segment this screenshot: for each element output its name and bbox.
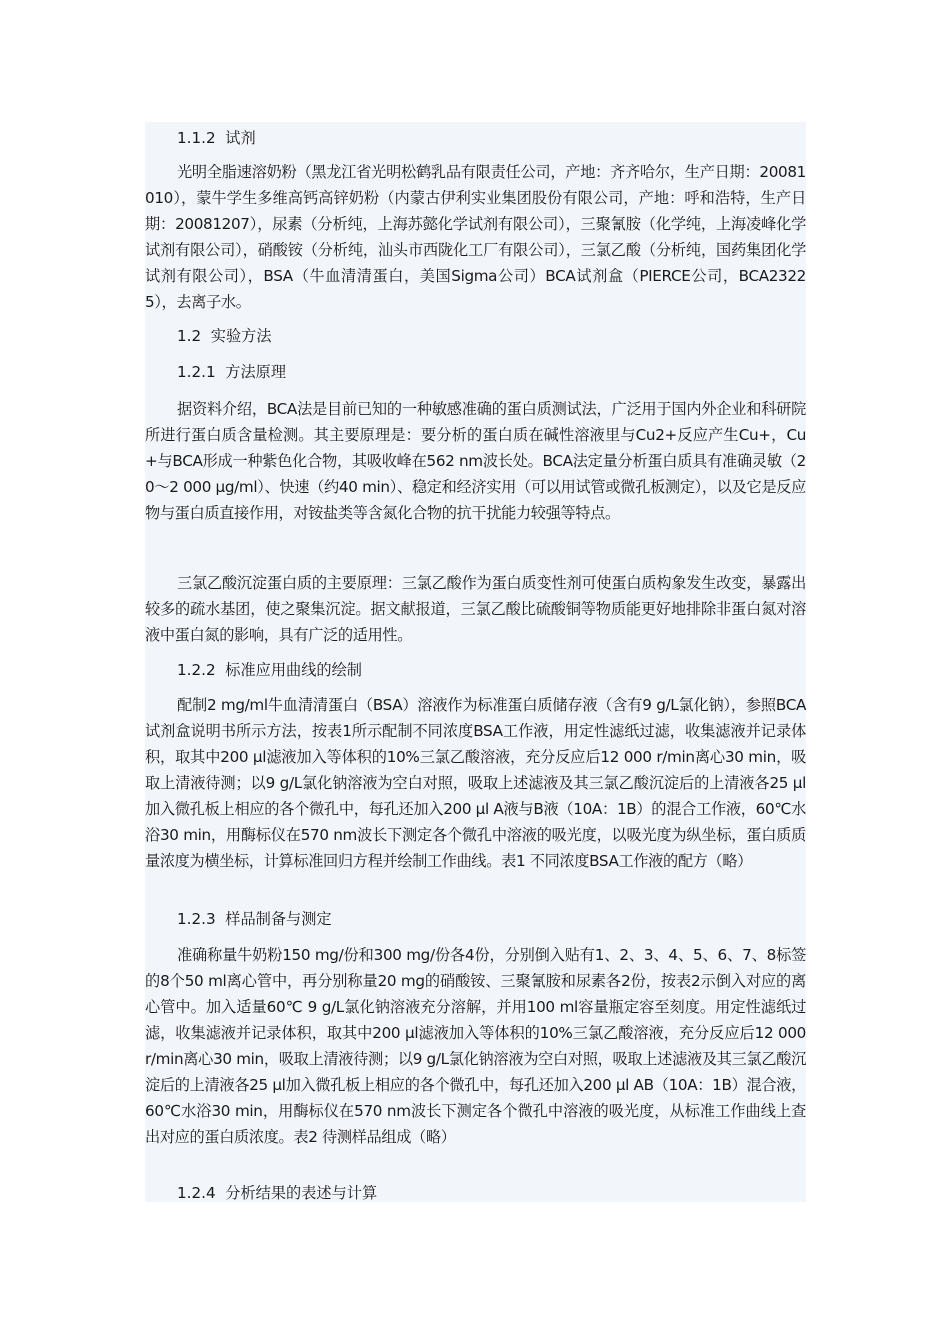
paragraph-principle-tca: 三氯乙酸沉淀蛋白质的主要原理：三氯乙酸作为蛋白质变性剂可使蛋白质构象发生改变，暴露出较多的疏水基团，使之聚集沉淀。据文献报道，三氯乙酸比硫酸铜等物质能更好地排除非蛋白氮对溶液中蛋白氮的影响，具有广泛的适用性。 <box>145 574 806 644</box>
heading-1-2-3: 1.2.3 样品制备与测定 <box>177 910 332 928</box>
paragraph-sample-preparation: 准确称量牛奶粉150 mg/份和300 mg/份各4份，分别倒入贴有1、2、3、4、5、6、7、8标签的8个50 ml离心管中，再分别称量20 mg的硝酸铵、三聚氰胺和尿素各2份，按表2示倒入对应的离心管中。加入适量60℃ 9 g/L氯化钠溶液充分溶解，并用100 ml容量瓶定容至刻度。用定性滤纸过滤，收集滤液并记录体积，取其中200 μl滤液加入等体积的10%三氯乙酸溶液，充分反应后12 000 r/min离心30 min，吸取上清液待测；以9 g/L氯化钠溶液为空白对照，吸取上述滤液及其三氯乙酸沉淀后的上清液各25 μl加入微孔板上相应的各个微孔中，每孔还加入200 μl AB（10A：1B）混合液，60℃水浴30 min，用酶标仪在570 nm波长下测定各个微孔中溶液的吸光度，从标准工作曲线上查出对应的蛋白质浓度。表2 待测样品组成（略） <box>145 946 806 1146</box>
paragraph-reagents: 光明全脂速溶奶粉（黑龙江省光明松鹤乳品有限责任公司，产地：齐齐哈尔，生产日期：20081010），蒙牛学生多维高钙高锌奶粉（内蒙古伊利实业集团股份有限公司，产地：呼和浩特，生产日期：20081207），尿素（分析纯，上海苏懿化学试剂有限公司），三聚氰胺（化学纯，上海凌峰化学试剂有限公司），硝酸铵（分析纯，汕头市西陇化工厂有限公司），三氯乙酸（分析纯，国药集团化学试剂有限公司），BSA（牛血清清蛋白，美国Sigma公司）BCA试剂盒（PIERCE公司，BCA23225），去离子水。 <box>145 163 806 311</box>
heading-1-2-4: 1.2.4 分析结果的表述与计算 <box>177 1184 378 1202</box>
paragraph-standard-curve: 配制2 mg/ml牛血清清蛋白（BSA）溶液作为标准蛋白质储存液（含有9 g/L氯化钠），参照BCA试剂盒说明书所示方法，按表1所示配制不同浓度BSA工作液，用定性滤纸过滤，收集滤液并记录体积，取其中200 μl滤液加入等体积的10%三氯乙酸溶液，充分反应后12 000 r/min离心30 min，吸取上清液待测；以9 g/L氯化钠溶液为空白对照，吸取上述滤液及其三氯乙酸沉淀后的上清液各25 μl加入微孔板上相应的各个微孔中，每孔还加入200 μl A液与B液（10A：1B）的混合工作液，60℃水浴30 min，用酶标仪在570 nm波长下测定各个微孔中溶液的吸光度，以吸光度为纵坐标，蛋白质质量浓度为横坐标，计算标准回归方程并绘制工作曲线。表1 不同浓度BSA工作液的配方（略） <box>145 696 806 870</box>
paragraph-principle-bca: 据资料介绍，BCA法是目前已知的一种敏感准确的蛋白质测试法，广泛用于国内外企业和科研院所进行蛋白质含量检测。其主要原理是：要分析的蛋白质在碱性溶液里与Cu2+反应产生Cu+，Cu+与BCA形成一种紫色化合物，其吸收峰在562 nm波长处。BCA法定量分析蛋白质具有准确灵敏（20～2 000 μg/ml）、快速（约40 min）、稳定和经济实用（可以用试管或微孔板测定），以及它是反应物与蛋白质直接作用，对铵盐类等含氮化合物的抗干扰能力较强等特点。 <box>145 400 806 522</box>
heading-1-2-2: 1.2.2 标准应用曲线的绘制 <box>177 661 362 679</box>
heading-1-1-2: 1.1.2 试剂 <box>177 129 256 147</box>
heading-1-2-1: 1.2.1 方法原理 <box>177 363 287 381</box>
heading-1-2: 1.2 实验方法 <box>177 327 272 345</box>
